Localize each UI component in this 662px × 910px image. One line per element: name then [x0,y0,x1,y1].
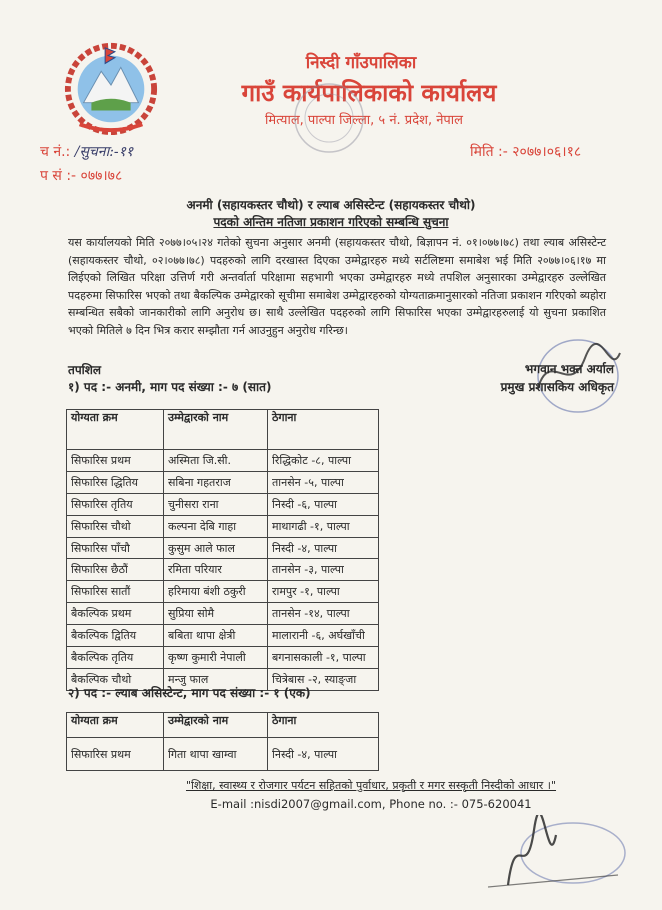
table-row [67,625,379,647]
column-header: उम्मेद्वारको नाम [164,713,268,738]
column-header: ठेगाना [268,713,379,738]
office-stamp-icon [282,80,377,160]
table-cell: बैकल्पिक द्वितिय [67,625,164,647]
table-cell: निस्दी -४, पाल्पा [268,537,379,559]
table-cell: बैकल्पिक तृतिय [67,647,164,669]
table-cell: तानसेन -५, पाल्पा [268,471,379,493]
document-date: मिति :- २०७७।०६।१८ [470,144,582,160]
table-cell: सिफारिस छैठौं [67,559,164,581]
table-cell: चुनीसरा राना [164,493,268,515]
table-cell: बगनासकाली -१, पाल्पा [268,647,379,669]
table-row [67,493,379,515]
table-cell: सिफारिस तृतिय [67,493,164,515]
table-cell: सुप्रिया सोमै [164,603,268,625]
table-row [67,581,379,603]
table-row [67,537,379,559]
table-cell: कृष्ण कुमारी नेपाली [164,647,268,669]
table-cell: निस्दी -६, पाल्पा [268,493,379,515]
column-header: योग्यता क्रम [67,713,164,738]
anami-results-table [66,409,379,691]
table-cell: गिता थापा खाम्वा [164,738,268,771]
column-header: उम्मेद्वारको नाम [164,410,268,450]
table-row [67,738,379,771]
table-cell: चित्रेबास -२, स्याङ्जा [268,668,379,690]
table-row [67,603,379,625]
table-header-row [67,713,379,738]
table-row [67,450,379,472]
section2-heading: २) पद :- ल्याब असिस्टेन्ट, माग पद संख्या :- १ (एक) [68,686,311,700]
table-cell: बैकल्पिक प्रथम [67,603,164,625]
table-cell: सबिना गहतराज [164,471,268,493]
table-cell: सिफारिस द्धितिय [67,471,164,493]
letterhead-line2: गाउँ कार्यपालिकाको कार्यालय [241,79,497,107]
column-header: योग्यता क्रम [67,410,164,450]
table-cell: निस्दी -४, पाल्पा [268,738,379,771]
signatory-block [464,360,614,396]
footer-slogan: "शिक्षा, स्वास्थ्य र रोजगार पर्यटन सहितको पुर्वाधार, प्रकृती र मगर सस्कृती निस्दीको आधार ।" [185,779,557,792]
table-cell: कल्पना देबि गाहा [164,515,268,537]
table-cell: रामपुर -१, पाल्पा [268,581,379,603]
fiscal-year: प सं :- ०७७।७८ [40,168,123,184]
table-cell: सिफारिस प्रथम [67,738,164,771]
ref-label: च नं.: [40,144,71,160]
table-cell: हरिमाया बंशी ठकुरी [164,581,268,603]
signatory-name: भगवान भक्त अर्याल [524,362,614,376]
table-cell: सिफारिस पाँचौ [67,537,164,559]
table-cell: रमिता परियार [164,559,268,581]
signatory-post: प्रमुख प्रशासकिय अधिकृत [500,380,614,394]
table-cell: तानसेन -१४, पाल्पा [268,603,379,625]
table-row [67,647,379,669]
column-header: ठेगाना [268,410,379,450]
letterhead-line1: निस्दी गाँउपालिका [305,53,417,73]
table-cell: मालारानी -६, अर्घखाँची [268,625,379,647]
table-cell: मन्जु फाल [164,668,268,690]
reference-number [40,142,133,161]
notice-title: अनमी (सहायकस्तर चौथो) र ल्याब असिस्टेन्ट (सहायकस्तर चौथो) [186,198,476,212]
table-cell: कुसुम आले फाल [164,537,268,559]
letterhead-line3: मित्याल, पाल्पा जिल्ला, ५ नं. प्रदेश, नेपाल [265,113,463,128]
table-cell: माथागढी -१, पाल्पा [268,515,379,537]
table-cell: बबिता थापा क्षेत्री [164,625,268,647]
notice-body: यस कार्यालयको मिति २०७७।०५।२४ गतेको सुचना अनुसार अनमी (सहायकस्तर चौथो, बिज्ञापन नं. ०१।०७७।७८) तथा ल्याब असिस्टेन्ट (सहायकस्तर चौथो, ०२।०७७।७८) पदहरुको लागि दरखास्त दिएका उम्मेद्वारहरु मध्ये सर्टलिष्टमा समाबेश भई मिति २०७७।०६।१७ मा लिईएको लिखित परिक्षा उत्तिर्ण गरी अन्तर्वार्ता परिक्षामा सहभागी भएका उम्मेद्वारहरु मध्ये तपशिल अनुसारका उम्मेद्वारहरु उल्लेखित पदहरुमा सिफारिस भएको तथा बैकल्पिक उम्मेद्वारको सूचीमा समाबेश उम्मेद्वारहरुको योग्यताक्रमानुसारको नतिजा प्रकाशन गरिएको ब्यहोरा सम्बन्धित सबैको जानकारीको लागि अनुरोध छ। साथै उल्लेखित पदहरुको लागि सिफारिस भएका उम्मेद्वारहरुलाई यो सुचना प्रकाशित भएको मितिले ७ दिन भित्र करार सम्झौता गर्न आउनुहुन अनुरोध गरिन्छ। [68,236,606,337]
table-cell: तानसेन -३, पाल्पा [268,559,379,581]
table-row [67,515,379,537]
details-label: तपशिल [68,363,102,377]
table-row [67,471,379,493]
table-cell: सिफारिस चौथो [67,515,164,537]
table-header-row [67,410,379,450]
table-cell: सिफारिस सातौं [67,581,164,603]
table-cell: सिफारिस प्रथम [67,450,164,472]
footer-contact: E-mail :nisdi2007@gmail.com, Phone no. :- 075-620041 [210,797,532,811]
bottom-signature-stamp-icon [478,815,628,895]
table-row [67,559,379,581]
notice-subtitle: पदको अन्तिम नतिजा प्रकाशन गरिएको सम्बन्धि सुचना [213,215,449,229]
table-cell: अस्मिता जि.सी. [164,450,268,472]
ref-handwritten-value: /सुचना:-११ [74,144,134,160]
section1-heading: १) पद :- अनमी, माग पद संख्या :- ७ (सात) [68,380,272,394]
lab-assistant-results-table [66,712,379,771]
table-cell: रिद्धिकोट -८, पाल्पा [268,450,379,472]
table-cell: बैकल्पिक चौथो [67,668,164,690]
